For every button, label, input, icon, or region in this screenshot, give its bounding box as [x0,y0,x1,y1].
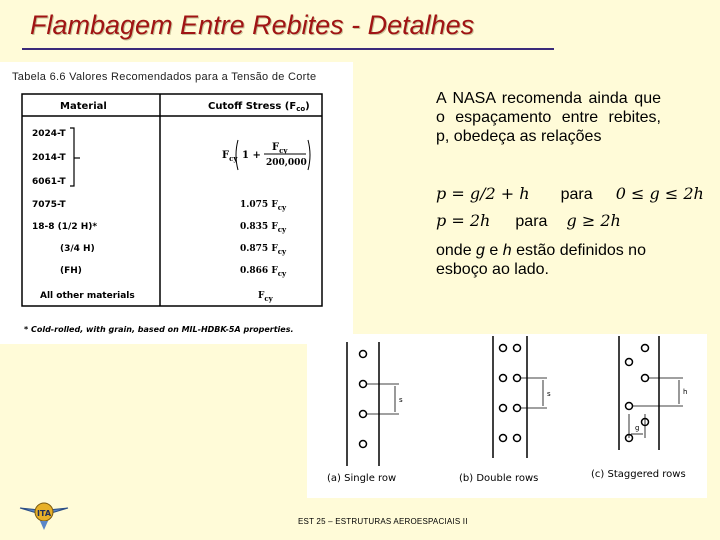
dimension-h: h [683,388,688,396]
formula-fcy: $F_{cy}$ [222,150,238,163]
dimension-g: g [635,424,640,432]
label-double-rows: (b) Double rows [459,473,539,484]
formula-1-cond: 0 ≤ g ≤ 2h [615,184,704,203]
header-material: Material [60,101,107,112]
rivet-rows-diagram [307,334,707,498]
value-other: $F_{cy}$ [258,291,273,303]
row-material-8: All other materials [40,291,135,301]
formula-one-plus: 1 + [242,150,261,161]
row-material-4: 7075-T [32,200,66,210]
row-material-1: 2024-T [32,129,66,139]
row-material-5: 18-8 (1/2 H)* [32,222,98,232]
footer-course: EST 25 – ESTRUTURAS AEROESPACIAIS II [298,517,468,526]
table-footnote: * Cold-rolled, with grain, based on MIL-HDBK-5A properties. [24,325,294,334]
group-bracket [70,128,74,186]
formula-1 [436,184,704,204]
row-material-3: 6061-T [32,177,66,187]
svg-text:s: s [547,390,551,398]
header-cutoff-stress: Cutoff Stress $(F_{co})$ [208,101,310,113]
slide-title: Flambagem Entre Rebites - Detalhes [30,10,475,40]
value-18-8-half: 0.835 $F_{cy}$ [240,222,287,234]
formula-1-para: para [560,186,593,203]
table-caption: Tabela 6.6 Valores Recomendados para a Tensão de Corte [12,71,317,83]
value-fh: 0.866 $F_{cy}$ [240,266,287,278]
formula-paren-right [308,140,310,170]
definition-note: onde g e h estão definidos no esboço ao lado. [436,242,646,278]
spacing-paragraph: A NASA recomenda ainda que o espaçamento entre rebites, p, obedeça as relações [436,90,661,145]
row-material-6: (3/4 H) [60,244,95,254]
title-underline [22,48,554,50]
dimension-s: s [399,396,403,404]
row-material-2: 2014-T [32,153,66,163]
value-7075: 1.075 $F_{cy}$ [240,200,287,212]
formula-2-para: para [515,213,548,230]
formula-denominator: 200,000 [266,158,307,168]
formula-2-lhs: p = 2h [436,211,491,230]
value-3-4-h: 0.875 $F_{cy}$ [240,244,287,256]
ita-logo [18,492,70,532]
label-staggered-rows: (c) Staggered rows [591,469,686,480]
formula-2 [436,211,621,231]
label-single-row: (a) Single row [327,473,397,484]
formula-2-cond: g ≥ 2h [566,211,621,230]
logo-lettering: ITA [37,509,52,518]
formula-numerator: $F_{cy}$ [272,142,288,155]
formula-1-lhs: p = g/2 + h [436,184,530,203]
row-material-7: (FH) [60,266,82,276]
cutoff-stress-table [0,62,353,344]
